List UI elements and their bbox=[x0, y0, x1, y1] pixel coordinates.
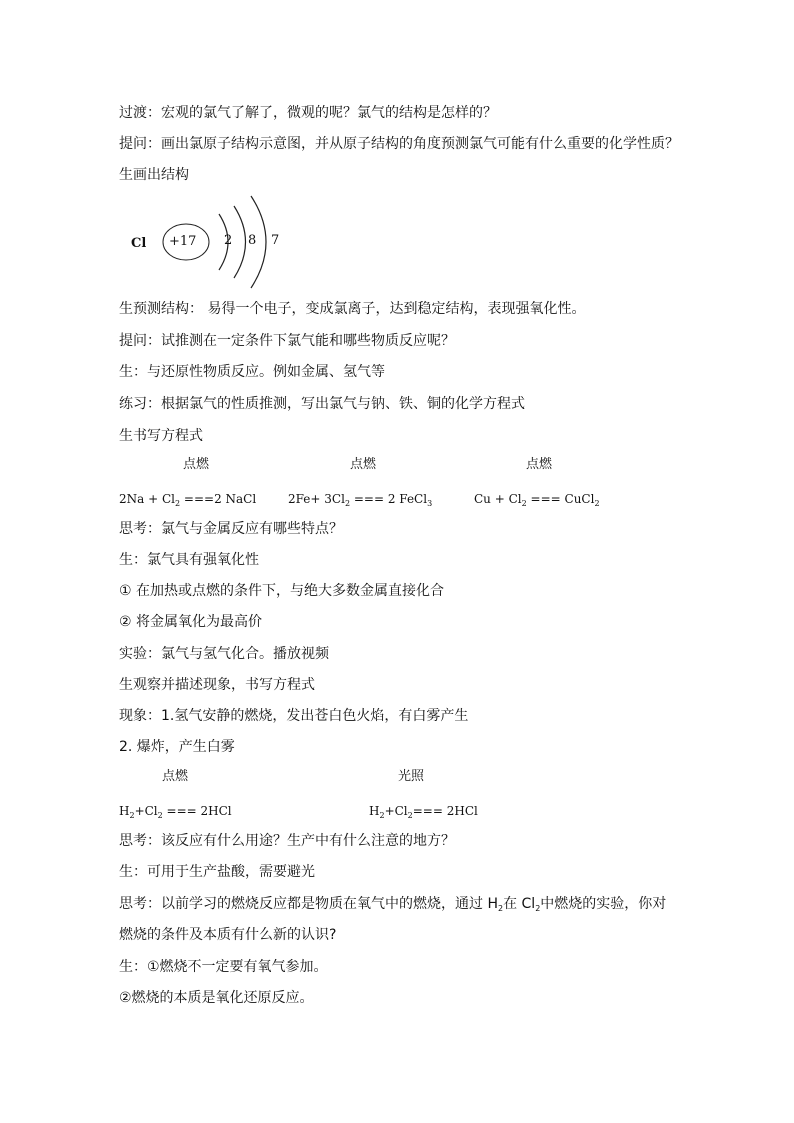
transition-text: 过渡：宏观的氯气了解了，微观的呢？氯气的结构是怎样的？ bbox=[119, 105, 497, 121]
condition-ignite-3: 点燃 bbox=[526, 457, 553, 472]
student-draws: 生画出结构 bbox=[119, 167, 189, 183]
student-combustion-2: ②燃烧的本质是氧化还原反应。 bbox=[119, 990, 314, 1006]
shell-arc-2 bbox=[234, 206, 246, 278]
student-answer-reducing: 生：与还原性物质反应。例如金属、氢气等 bbox=[119, 364, 385, 380]
question-combustion: 思考：以前学习的燃烧反应都是物质在氧气中的燃烧，通过 $H_2$在 $Cl_2$中燃烧的实验，你对 bbox=[119, 896, 667, 913]
student-observes: 生观察并描述现象，书写方程式 bbox=[119, 677, 315, 693]
element-symbol: Cl bbox=[131, 236, 147, 251]
equation-fe: $2Fe+ 3Cl_2$ === 2 FeCl$_3$ bbox=[288, 492, 433, 508]
condition-ignite-h2: 点燃 bbox=[162, 769, 189, 784]
shell-electrons-1: 2 bbox=[224, 233, 233, 248]
equation-h2-ignite: $H_2+Cl_2$ === 2HCl bbox=[119, 804, 232, 820]
condition-ignite-2: 点燃 bbox=[350, 457, 377, 472]
phenomenon-2: 2. 爆炸，产生白雾 bbox=[119, 739, 235, 755]
question-uses: 思考：该反应有什么用途？生产中有什么注意的地方？ bbox=[119, 833, 455, 849]
phenomenon-1: 现象：1.氢气安静的燃烧，发出苍白色火焰，有白雾产生 bbox=[119, 708, 469, 724]
nucleus-charge: +17 bbox=[169, 234, 197, 249]
equation-na: $2Na + Cl_2 ===2$ NaCl bbox=[119, 492, 257, 508]
shell-electrons-2: 8 bbox=[248, 233, 257, 248]
question-reactions: 提问：试推测在一定条件下氯气能和哪些物质反应呢？ bbox=[119, 333, 455, 349]
chlorine-atom-diagram bbox=[119, 192, 299, 292]
experiment-text: 实验：氯气与氢气化合。播放视频 bbox=[119, 646, 329, 662]
point-2: ② 将金属氧化为最高价 bbox=[119, 614, 263, 630]
condition-ignite-1: 点燃 bbox=[183, 457, 210, 472]
equation-h2-light: $H_2+Cl_2=== 2HCl$ bbox=[369, 804, 478, 820]
student-strong-oxidizing: 生：氯气具有强氧化性 bbox=[119, 552, 259, 568]
student-combustion-1: 生：①燃烧不一定要有氧气参加。 bbox=[119, 959, 328, 975]
student-hcl-production: 生：可用于生产盐酸，需要避光 bbox=[119, 864, 315, 880]
question-metal-features: 思考：氯气与金属反应有哪些特点？ bbox=[119, 521, 343, 537]
student-writes-equations: 生书写方程式 bbox=[119, 428, 203, 444]
condition-light-h2: 光照 bbox=[398, 769, 425, 784]
equation-cu: $Cu + Cl_2$ === CuCl$_2$ bbox=[474, 492, 600, 508]
question-combustion-cont: 燃烧的条件及本质有什么新的认识? bbox=[119, 927, 337, 943]
question-structure: 提问：画出氯原子结构示意图，并从原子结构的角度预测氯气可能有什么重要的化学性质？ bbox=[119, 136, 679, 152]
shell-electrons-3: 7 bbox=[271, 233, 280, 248]
exercise-text: 练习：根据氯气的性质推测，写出氯气与钠、铁、铜的化学方程式 bbox=[119, 396, 525, 412]
point-1: ① 在加热或点燃的条件下，与绝大多数金属直接化合 bbox=[119, 583, 444, 599]
student-predicts: 生预测结构： 易得一个电子，变成氯离子，达到稳定结构，表现强氧化性。 bbox=[119, 301, 586, 317]
